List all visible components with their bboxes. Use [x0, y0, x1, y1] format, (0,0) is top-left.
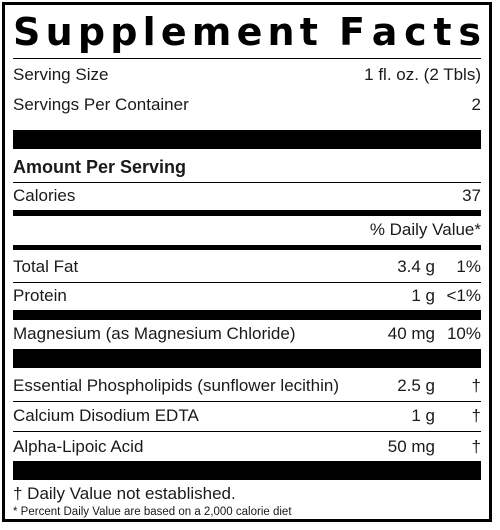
- title-letter: s: [458, 10, 481, 54]
- title-letter: u: [45, 10, 73, 54]
- thick-divider: [13, 130, 481, 149]
- divider: [13, 282, 481, 283]
- nutrient-row: [13, 321, 481, 347]
- footnote-dagger-text: † Daily Value not established.: [13, 484, 236, 503]
- daily-value-header: [13, 217, 481, 243]
- nutrient-name: Essential Phospholipids (sunflower lecithin): [13, 376, 339, 395]
- calories-label: Calories: [13, 186, 76, 205]
- nutrient-amount: 50 mg: [387, 437, 435, 456]
- footnote-percent-text: * Percent Daily Value are based on a 2,000 calorie diet: [13, 506, 292, 518]
- supplement-facts-panel: [2, 2, 492, 522]
- divider: [13, 182, 481, 183]
- title-letter: e: [160, 10, 187, 54]
- nutrient-name: Calcium Disodium EDTA: [13, 406, 199, 425]
- nutrient-amount: 1 g: [411, 286, 435, 305]
- serving-size-label: Serving Size: [13, 65, 109, 84]
- footnote-dagger: [13, 483, 481, 505]
- footnote-percent: [13, 505, 481, 519]
- nutrient-row: [13, 374, 481, 398]
- servings-per-container-row: [13, 93, 481, 117]
- nutrient-amount: 1 g: [411, 406, 435, 425]
- title-letter: l: [142, 10, 156, 54]
- nutrient-amount: 3.4 g: [397, 257, 435, 276]
- title-word-facts: [339, 9, 481, 55]
- title-letter: p: [77, 10, 106, 54]
- thick-divider: [13, 349, 481, 368]
- nutrient-name: Total Fat: [13, 257, 79, 276]
- thick-divider: [13, 310, 481, 320]
- calories-row: [13, 184, 481, 208]
- title-letter: c: [404, 10, 427, 54]
- title-letter: n: [267, 10, 295, 54]
- nutrient-daily-value: 10%: [446, 324, 481, 343]
- medium-divider: [13, 245, 481, 250]
- title-letter: e: [236, 10, 263, 54]
- title-letter: p: [110, 10, 138, 54]
- nutrient-row: [13, 255, 481, 279]
- title-letter: S: [13, 10, 41, 54]
- divider: [13, 401, 481, 402]
- nutrient-amount: 40 mg: [387, 324, 435, 343]
- nutrient-row: [13, 404, 481, 428]
- title-letter: t: [433, 10, 452, 54]
- medium-divider: [13, 210, 481, 216]
- nutrient-amount: 2.5 g: [397, 376, 435, 395]
- daily-value-header-label: % Daily Value*: [369, 220, 481, 239]
- nutrient-name: Magnesium (as Magnesium Chloride): [13, 324, 296, 343]
- amount-per-serving-label: Amount Per Serving: [13, 156, 187, 177]
- nutrient-daily-value: †: [471, 437, 481, 456]
- title-letter: t: [299, 10, 318, 54]
- title-letter: F: [339, 10, 365, 54]
- nutrient-daily-value: 1%: [456, 257, 481, 276]
- panel-title: [13, 9, 481, 55]
- nutrient-row: [13, 435, 481, 459]
- servings-per-container-label: Servings Per Container: [13, 95, 189, 114]
- calories-value: 37: [462, 186, 481, 205]
- nutrient-row: [13, 284, 481, 308]
- nutrient-name: Protein: [13, 286, 67, 305]
- nutrient-daily-value: <1%: [446, 286, 481, 305]
- nutrient-daily-value: †: [471, 376, 481, 395]
- title-letter: m: [191, 10, 232, 54]
- nutrient-daily-value: †: [471, 406, 481, 425]
- amount-per-serving-heading: [13, 155, 481, 179]
- thick-divider: [13, 461, 481, 480]
- nutrient-name: Alpha-Lipoic Acid: [13, 437, 144, 456]
- servings-per-container-value: 2: [471, 95, 481, 114]
- serving-size-value: 1 fl. oz. (2 Tbls): [364, 65, 481, 84]
- title-letter: a: [371, 10, 398, 54]
- divider: [13, 58, 481, 59]
- divider: [13, 431, 481, 432]
- serving-size-row: [13, 63, 481, 87]
- title-word-supplement: [13, 9, 318, 55]
